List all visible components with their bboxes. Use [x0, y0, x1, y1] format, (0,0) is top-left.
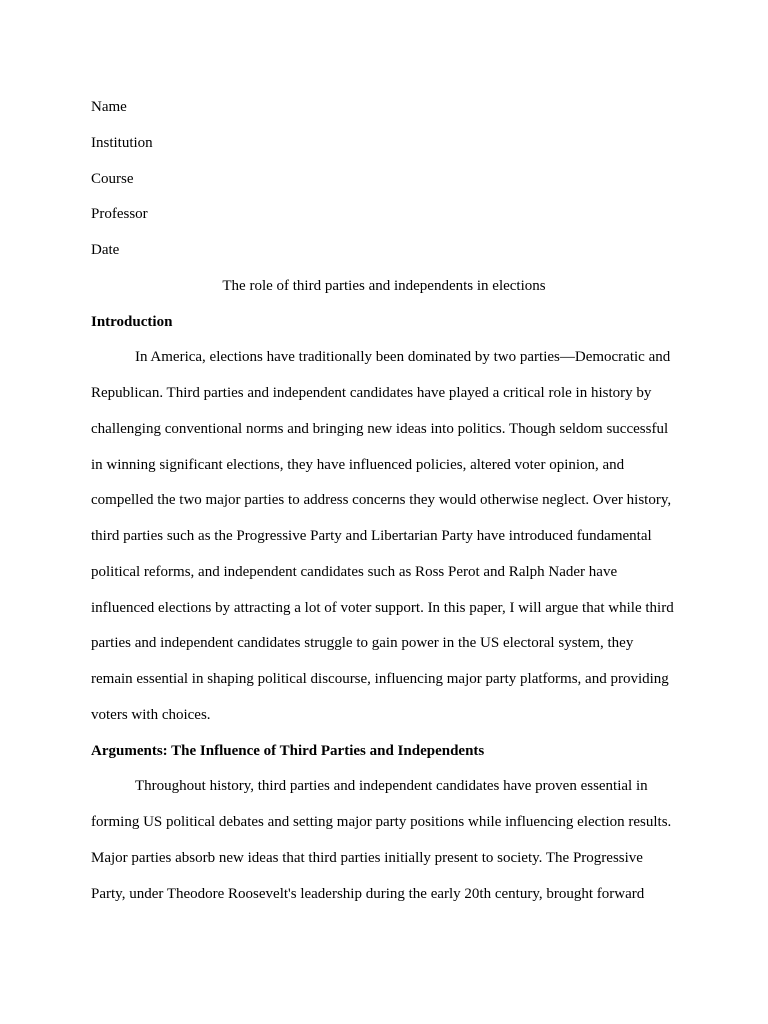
paragraph-line: parties and independent candidates struggle to gain power in the US electoral system, they: [91, 635, 634, 652]
paragraph-line: Major parties absorb new ideas that third parties initially present to society. The Progressive: [91, 849, 643, 866]
paragraph-line: third parties such as the Progressive Party and Libertarian Party have introduced fundamental: [91, 528, 652, 544]
paragraph-line: Throughout history, third parties and independent candidates have proven essential in: [135, 778, 648, 795]
paragraph-line: forming US political debates and setting major party positions while influencing election results.: [91, 814, 672, 830]
paper-title: The role of third parties and independents in elections: [222, 277, 546, 294]
paragraph-line: In America, elections have traditionally been dominated by two parties—Democratic and: [135, 349, 671, 366]
paragraph-line: in winning significant elections, they have influenced policies, altered voter opinion, and: [91, 456, 625, 473]
course-line: Course: [91, 170, 134, 187]
paragraph-line: voters with choices.: [91, 706, 211, 723]
section-heading-arguments: Arguments: The Influence of Third Parties and Independents: [91, 742, 485, 759]
author-name: Name: [91, 99, 127, 115]
document-body: [91, 90, 677, 912]
paragraph-line: Republican. Third parties and independent candidates have played a critical role in history by: [91, 385, 652, 401]
paragraph-line: remain essential in shaping political discourse, influencing major party platforms, and providing: [91, 671, 669, 687]
institution-line: Institution: [91, 134, 153, 151]
paragraph-line: challenging conventional norms and bringing new ideas into politics. Though seldom successful: [91, 420, 669, 437]
paragraph-line: compelled the two major parties to address concerns they would otherwise neglect. Over history,: [91, 492, 672, 509]
professor-line: Professor: [91, 206, 148, 223]
paragraph-arguments: [91, 769, 677, 912]
paragraph-line: influenced elections by attracting a lot of voter support. In this paper, I will argue that while third: [91, 599, 674, 616]
date-line: Date: [91, 242, 120, 258]
paragraph-introduction: [91, 340, 677, 733]
paragraph-line: Party, under Theodore Roosevelt's leadership during the early 20th century, brought forward: [91, 885, 645, 902]
section-heading-introduction: Introduction: [91, 313, 173, 330]
paragraph-line: political reforms, and independent candidates such as Ross Perot and Ralph Nader have: [91, 563, 618, 580]
